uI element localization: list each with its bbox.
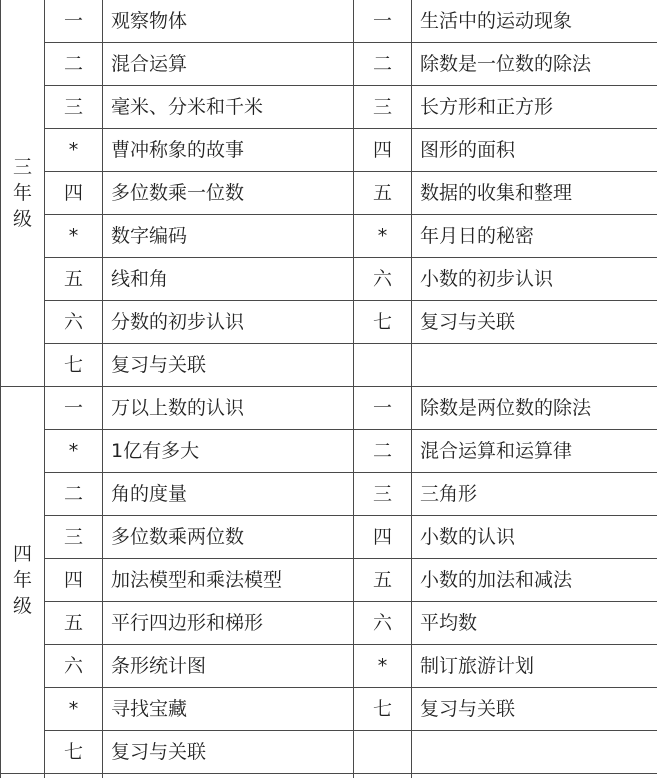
- first-term-unit-title: 数字编码: [103, 215, 354, 258]
- second-term-unit-title: 除数是一位数的除法: [412, 43, 657, 86]
- partial-cell: [412, 774, 657, 778]
- first-term-unit-number: 五: [45, 258, 103, 301]
- second-term-unit-title: 图形的面积: [412, 129, 657, 172]
- table-row: [1, 43, 657, 86]
- first-term-unit-title: 条形统计图: [103, 645, 354, 688]
- first-term-unit-title: 分数的初步认识: [103, 301, 354, 344]
- first-term-unit-number: 四: [45, 559, 103, 602]
- table-row: [1, 258, 657, 301]
- second-term-unit-number: 七: [354, 688, 412, 731]
- second-term-unit-number: *: [354, 215, 412, 258]
- first-term-unit-title: 角的度量: [103, 473, 354, 516]
- first-term-unit-number: 一: [45, 0, 103, 43]
- first-term-unit-title: 多位数乘两位数: [103, 516, 354, 559]
- second-term-unit-number: 五: [354, 172, 412, 215]
- first-term-unit-number: *: [45, 688, 103, 731]
- first-term-unit-title: 观察物体: [103, 0, 354, 43]
- partial-cell: [354, 774, 412, 778]
- grade-label-char: 级: [1, 593, 44, 619]
- table-row: [1, 86, 657, 129]
- first-term-unit-number: 七: [45, 344, 103, 387]
- second-term-unit-number: 三: [354, 473, 412, 516]
- first-term-unit-title: 寻找宝藏: [103, 688, 354, 731]
- second-term-unit-number: 六: [354, 258, 412, 301]
- partial-cell: [45, 774, 103, 778]
- grade-label-char: 年: [1, 567, 44, 593]
- second-term-unit-title: 小数的认识: [412, 516, 657, 559]
- curriculum-table-body: [1, 0, 657, 778]
- grade-label-char: 级: [1, 206, 44, 232]
- second-term-unit-title: 制订旅游计划: [412, 645, 657, 688]
- second-term-unit-number: 六: [354, 602, 412, 645]
- table-row: [1, 344, 657, 387]
- table-row: [1, 559, 657, 602]
- grade-label-char: 三: [1, 154, 44, 180]
- second-term-unit-title: [412, 731, 657, 774]
- first-term-unit-number: *: [45, 129, 103, 172]
- table-row: [1, 731, 657, 774]
- first-term-unit-number: 三: [45, 86, 103, 129]
- first-term-unit-title: 加法模型和乘法模型: [103, 559, 354, 602]
- table-row: [1, 688, 657, 731]
- second-term-unit-number: 一: [354, 387, 412, 430]
- second-term-unit-title: 混合运算和运算律: [412, 430, 657, 473]
- second-term-unit-title: 小数的初步认识: [412, 258, 657, 301]
- second-term-unit-number: 一: [354, 0, 412, 43]
- table-row: [1, 387, 657, 430]
- second-term-unit-number: 二: [354, 430, 412, 473]
- second-term-unit-number: *: [354, 645, 412, 688]
- table-row-partial: [1, 774, 657, 778]
- table-row: [1, 301, 657, 344]
- second-term-unit-number: 五: [354, 559, 412, 602]
- second-term-unit-title: 长方形和正方形: [412, 86, 657, 129]
- second-term-unit-title: 平均数: [412, 602, 657, 645]
- grade-label-char: 四: [1, 541, 44, 567]
- second-term-unit-number: [354, 731, 412, 774]
- first-term-unit-number: *: [45, 215, 103, 258]
- first-term-unit-number: 二: [45, 473, 103, 516]
- first-term-unit-number: 四: [45, 172, 103, 215]
- table-row: [1, 516, 657, 559]
- first-term-unit-title: 复习与关联: [103, 731, 354, 774]
- first-term-unit-number: 六: [45, 301, 103, 344]
- first-term-unit-title: 复习与关联: [103, 344, 354, 387]
- first-term-unit-title: 万以上数的认识: [103, 387, 354, 430]
- second-term-unit-number: 二: [354, 43, 412, 86]
- grade-label-cell: [1, 0, 45, 387]
- second-term-unit-title: [412, 344, 657, 387]
- first-term-unit-number: 二: [45, 43, 103, 86]
- partial-cell: [103, 774, 354, 778]
- first-term-unit-number: 七: [45, 731, 103, 774]
- grade-label-cell: [1, 387, 45, 774]
- second-term-unit-title: 复习与关联: [412, 301, 657, 344]
- table-row: [1, 473, 657, 516]
- second-term-unit-number: 四: [354, 516, 412, 559]
- table-row: [1, 602, 657, 645]
- second-term-unit-title: 数据的收集和整理: [412, 172, 657, 215]
- second-term-unit-number: [354, 344, 412, 387]
- partial-cell: [1, 774, 45, 778]
- second-term-unit-title: 复习与关联: [412, 688, 657, 731]
- first-term-unit-number: 一: [45, 387, 103, 430]
- first-term-unit-number: 三: [45, 516, 103, 559]
- first-term-unit-title: 多位数乘一位数: [103, 172, 354, 215]
- first-term-unit-title: 曹冲称象的故事: [103, 129, 354, 172]
- second-term-unit-number: 三: [354, 86, 412, 129]
- table-row: [1, 645, 657, 688]
- second-term-unit-title: 三角形: [412, 473, 657, 516]
- first-term-unit-title: 1亿有多大: [103, 430, 354, 473]
- table-row: [1, 215, 657, 258]
- second-term-unit-title: 小数的加法和减法: [412, 559, 657, 602]
- second-term-unit-title: 生活中的运动现象: [412, 0, 657, 43]
- first-term-unit-title: 毫米、分米和千米: [103, 86, 354, 129]
- table-row: [1, 0, 657, 43]
- first-term-unit-title: 混合运算: [103, 43, 354, 86]
- table-row: [1, 430, 657, 473]
- table-row: [1, 172, 657, 215]
- second-term-unit-number: 四: [354, 129, 412, 172]
- first-term-unit-title: 平行四边形和梯形: [103, 602, 354, 645]
- table-row: [1, 129, 657, 172]
- second-term-unit-title: 除数是两位数的除法: [412, 387, 657, 430]
- first-term-unit-number: *: [45, 430, 103, 473]
- second-term-unit-title: 年月日的秘密: [412, 215, 657, 258]
- grade-label-char: 年: [1, 180, 44, 206]
- second-term-unit-number: 七: [354, 301, 412, 344]
- first-term-unit-number: 五: [45, 602, 103, 645]
- first-term-unit-title: 线和角: [103, 258, 354, 301]
- first-term-unit-number: 六: [45, 645, 103, 688]
